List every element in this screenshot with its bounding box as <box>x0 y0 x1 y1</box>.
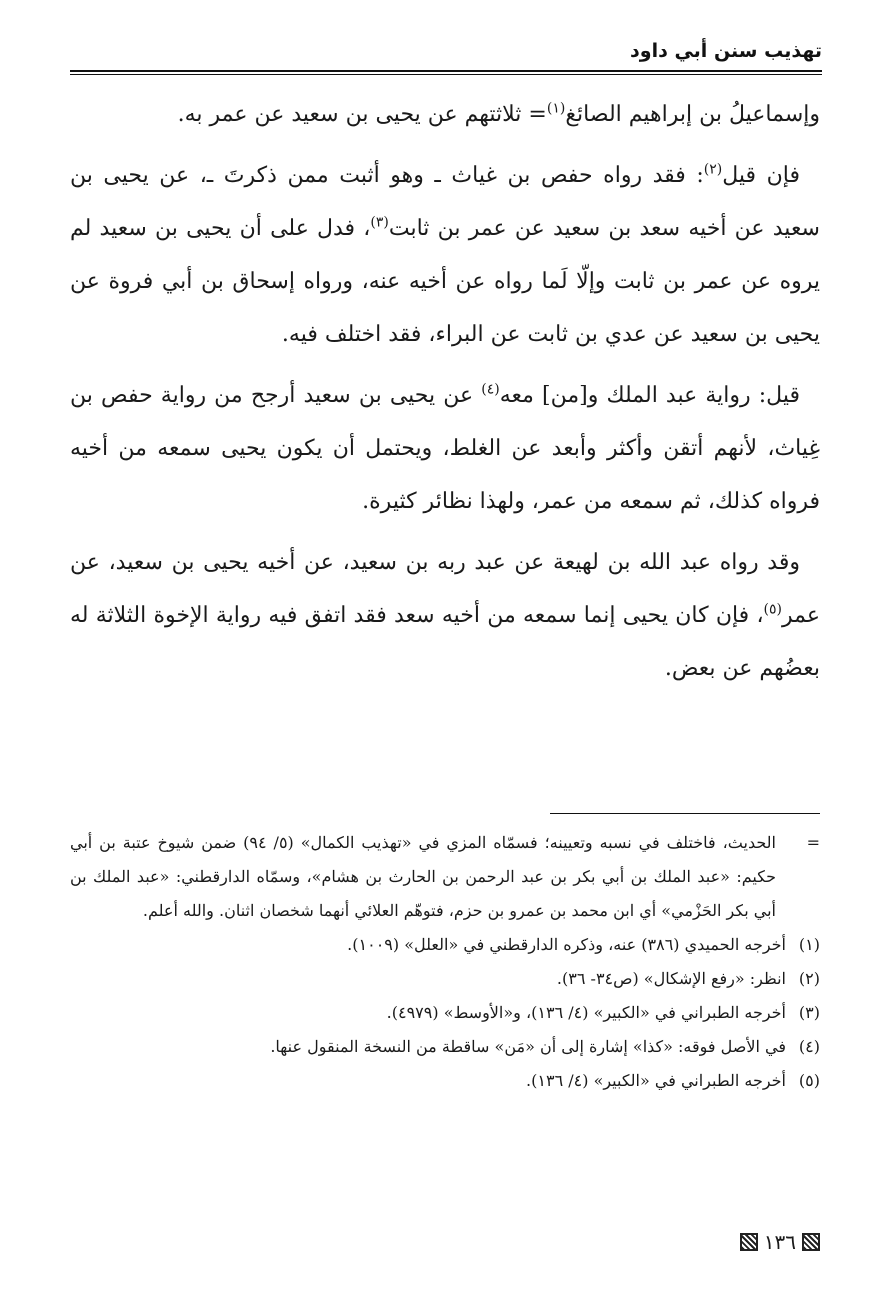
note-marker: (١) <box>546 100 566 117</box>
note-marker: (٣) <box>370 214 389 231</box>
note-marker: (٤) <box>481 381 500 398</box>
footnote-2 <box>70 962 820 996</box>
paragraph-1 <box>70 88 820 141</box>
text-run: = ثلاثتهم عن يحيى بن سعيد عن عمر به. <box>177 102 547 127</box>
paragraph-4 <box>70 536 820 695</box>
footnote-text: الحديث، فاختلف في نسبه وتعيينه؛ فسمّاه المزي في «تهذيب الكمال» (٥/ ٩٤) ضمن شيوخ عتبة بن أبي حكيم: «عبد الملك بن أبي بكر بن عبد الرحمن بن الحارث بن هشام»، وسمّاه الدارقطني: «عبد الملك بن أبي بكر الحَزْمي» أي ابن محمد بن عمرو بن حزم، فتوهّم العلائي أنهما شخصان اثنان. والله أعلم. <box>70 833 776 920</box>
footnote-3 <box>70 996 820 1030</box>
footnote-5 <box>70 1064 820 1098</box>
footnote-text: أخرجه الحميدي (٣٨٦) عنه، وذكره الدارقطني في «العلل» (١٠٠٩). <box>347 935 786 954</box>
text-run: وإسماعيلُ بن إبراهيم الصائغ <box>565 102 820 127</box>
page-number: ١٣٦ <box>763 1230 796 1254</box>
footnote-number: (٥) <box>798 1071 820 1090</box>
footnote-number: (١) <box>798 935 820 954</box>
ornament-icon <box>740 1233 758 1251</box>
footnote-text: انظر: «رفع الإشكال» (ص٣٤- ٣٦). <box>556 969 786 988</box>
footnote-1 <box>70 928 820 962</box>
footnote-text: في الأصل فوقه: «كذا» إشارة إلى أن «مَن» ساقطة من النسخة المنقول عنها. <box>270 1037 786 1056</box>
footnote-number: = <box>806 833 820 852</box>
footnote-number: (٤) <box>798 1037 820 1056</box>
footnote-number: (٣) <box>798 1003 820 1022</box>
text-run: ، فإن كان يحيى إنما سمعه من أخيه سعد فقد اتفق فيه رواية الإخوة الثلاثة له بعضُهم عن بعض. <box>70 603 820 681</box>
ornament-icon <box>802 1233 820 1251</box>
note-marker: (٢) <box>703 161 723 178</box>
text-run: وقد رواه عبد الله بن لهيعة عن عبد ربه بن سعيد، عن أخيه يحيى بن سعيد، عن عمر <box>70 550 820 628</box>
page-number-block <box>740 1230 820 1254</box>
running-head: تهذيب سنن أبي داود <box>630 40 822 62</box>
footnotes <box>70 826 820 1098</box>
footnote-separator <box>550 813 820 814</box>
text-run: ، فدل على أن يحيى بن سعيد لم يروه عن عمر بن ثابت وإلّا لَما رواه عن أخيه عنه، ورواه إسحاق بن أبي فروة عن يحيى بن سعيد عن عدي بن ثابت عن البراء، فقد اختلف فيه. <box>70 216 820 347</box>
header-rule <box>70 70 822 72</box>
header-rule-thin <box>70 74 822 75</box>
paragraph-3 <box>70 369 820 528</box>
footnote-continuation <box>70 826 820 928</box>
text-run: : فقد رواه حفص بن غياث ـ وهو أثبت ممن ذكرتَ ـ، عن يحيى بن سعيد عن أخيه سعد بن سعيد عن عمر بن ثابت <box>70 163 820 241</box>
footnote-text: أخرجه الطبراني في «الكبير» (٤/ ١٣٦)، و«الأوسط» (٤٩٧٩). <box>386 1003 786 1022</box>
footnote-4 <box>70 1030 820 1064</box>
text-run: قيل: رواية عبد الملك و[من] معه <box>499 383 800 408</box>
main-text <box>70 88 820 703</box>
text-run: عن يحيى بن سعيد أرجح من رواية حفص بن غِياث، لأنهم أتقن وأكثر وأبعد عن الغلط، ويحتمل أن يكون يحيى سمعه من أخيه فرواه كذلك، ثم سمعه من عمر، ولهذا نظائر كثيرة. <box>70 383 820 514</box>
footnote-text: أخرجه الطبراني في «الكبير» (٤/ ١٣٦). <box>526 1071 786 1090</box>
paragraph-2 <box>70 149 820 361</box>
footnote-number: (٢) <box>798 969 820 988</box>
note-marker: (٥) <box>763 601 783 618</box>
text-run: فإن قيل <box>722 163 800 188</box>
